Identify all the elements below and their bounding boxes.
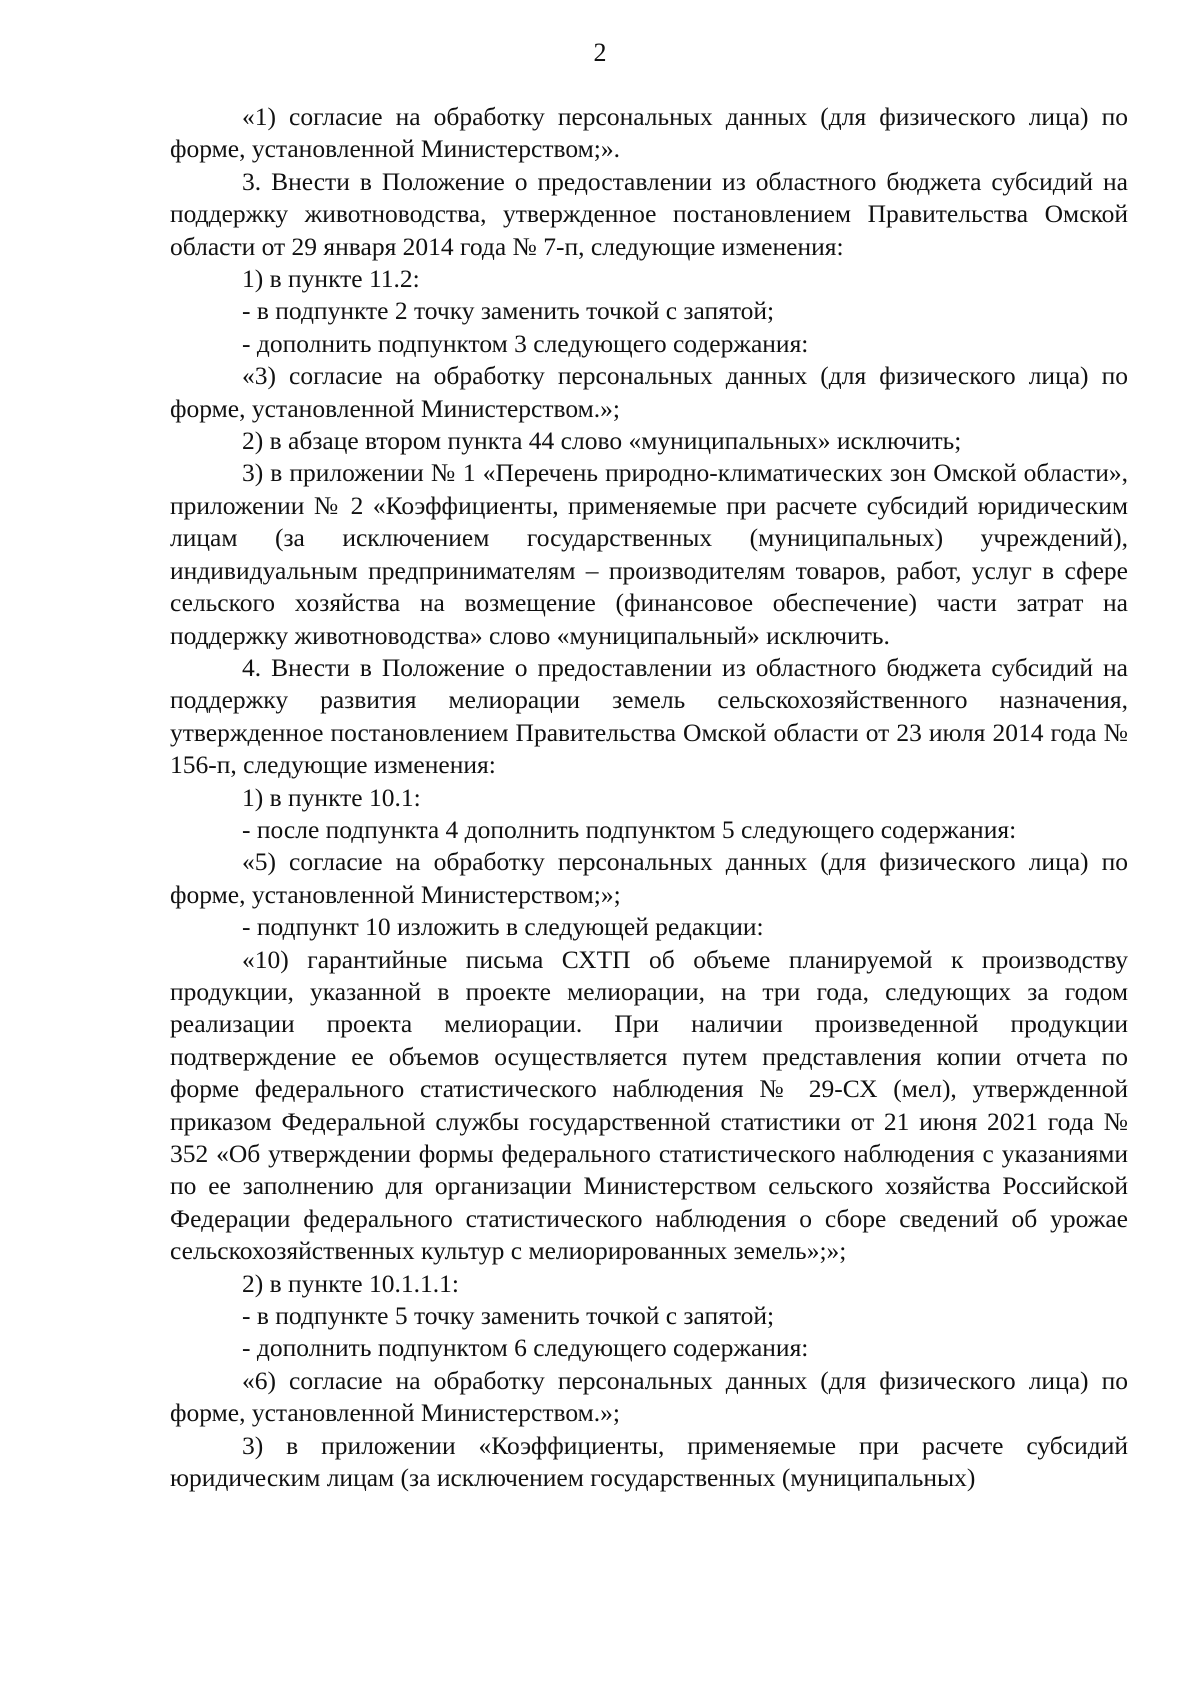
paragraph-subpoint-10-text: «10) гарантийные письма СХТП об объеме планируемой к производству продукции, указанной в проекте мелиорации, на три года, следующих за годом реализации проекта мелиорации. При наличии произведенной продукции подтверждение ее объемов осуществляется путем представления копии отчета по форме федерального статистического наблюдения № 29-СХ (мел), утвержденной приказом Федеральной службы государственной статистики от 21 июня 2021 года № 352 «Об утверждении формы федерального статистического наблюдения с указаниями по ее заполнению для организации Министерством сельского хозяйства Российской Федерации федерального статистического наблюдения о сборе сведений об урожае сельскохозяйственных культур с мелиорированных земель»;»; xyxy=(170,944,1128,1266)
paragraph-appendix-changes: 3) в приложении № 1 «Перечень природно-климатических зон Омской области», приложении № 2 «Коэффициенты, применяемые при расчете субсидий юридическим лицам (за исключением государственных (муниципальных) учреждений), индивидуальным предпринимателям – производителям товаров, работ, услуг в сфере сельского хозяйства на возмещение (финансовое обеспечение) части затрат на поддержку животноводства» слово «муниципальный» исключить. xyxy=(170,458,1128,650)
paragraph-section-3: 3. Внести в Положение о предоставлении из областного бюджета субсидий на поддержку животноводства, утвержденное постановлением Правительства Омской области от 29 января 2014 года № 7-п, следующие изменения: xyxy=(170,166,1128,261)
paragraph-subpoint-6-text: «6) согласие на обработку персональных данных (для физического лица) по форме, установленной Министерством.»; xyxy=(170,1365,1128,1428)
paragraph-subpoint-5-text: «5) согласие на обработку персональных данных (для физического лица) по форме, установленной Министерством;»; xyxy=(170,847,1128,909)
paragraph-add-subpoint-6: - дополнить подпунктом 6 следующего содержания: xyxy=(242,1333,809,1363)
paragraph-subpoint-5-change: - в подпункте 5 точку заменить точкой с запятой; xyxy=(242,1301,775,1331)
paragraph-point-10-1: 1) в пункте 10.1: xyxy=(242,782,421,812)
paragraph-point-10-1-1-1: 2) в пункте 10.1.1.1: xyxy=(242,1268,459,1298)
document-body xyxy=(170,101,1128,1494)
paragraph-point-44: 2) в абзаце втором пункта 44 слово «муниципальных» исключить; xyxy=(242,426,962,456)
paragraph-point-11-2: 1) в пункте 11.2: xyxy=(242,264,420,294)
paragraph-add-subpoint-3: - дополнить подпунктом 3 следующего содержания: xyxy=(242,328,809,358)
paragraph-appendix-coefficients: 3) в приложении «Коэффициенты, применяемые при расчете субсидий юридическим лицам (за исключением государственных (муниципальных) xyxy=(170,1430,1128,1493)
paragraph-subpoint-2-change: - в подпункте 2 точку заменить точкой с запятой; xyxy=(242,296,775,326)
paragraph-item-1-continuation: «1) согласие на обработку персональных данных (для физического лица) по форме, установленной Министерством;». xyxy=(170,102,1128,164)
paragraph-section-4: 4. Внести в Положение о предоставлении из областного бюджета субсидий на поддержку развития мелиорации земель сельскохозяйственного назначения, утвержденное постановлением Правительства Омской области от 23 июля 2014 года № 156-п, следующие изменения: xyxy=(170,652,1128,780)
page-number: 2 xyxy=(593,38,607,67)
paragraph-subpoint-10-change: - подпункт 10 изложить в следующей редакции: xyxy=(242,912,764,942)
paragraph-subpoint-3-text: «3) согласие на обработку персональных данных (для физического лица) по форме, установленной Министерством.»; xyxy=(170,361,1128,423)
paragraph-add-subpoint-5: - после подпункта 4 дополнить подпунктом 5 следующего содержания: xyxy=(242,814,1017,844)
